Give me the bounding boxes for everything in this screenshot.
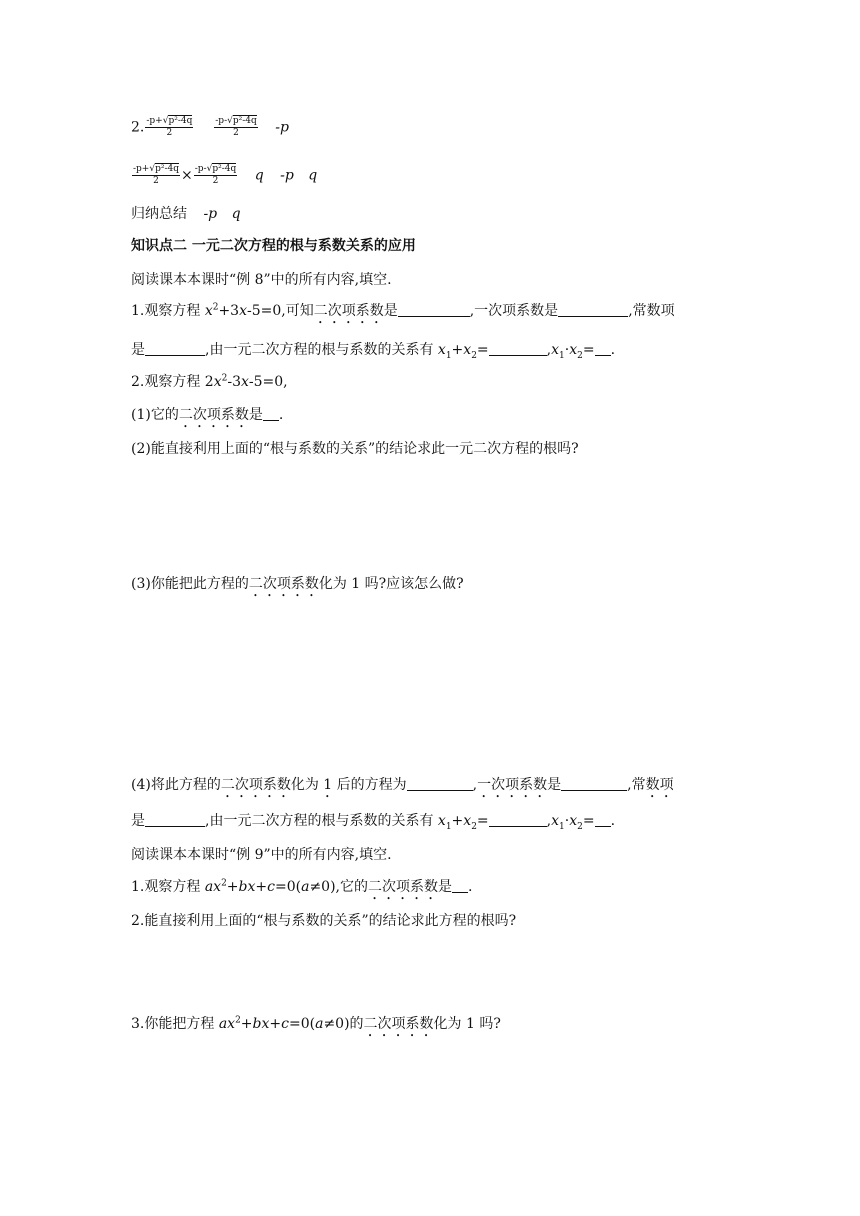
example-9-line-2: 2.能直接利用上面的“根与系数的关系”的结论求此方程的根吗?: [131, 913, 517, 929]
emphasis-term: 二次项系数: [220, 777, 291, 793]
answer-line-2: 2. $\frac{\text{-p+√p²-4q}}{2}$ $\frac{\text{-p-√p²-4q}}{2}$ -p: [131, 116, 289, 138]
blank: [145, 341, 205, 356]
fraction-root-minus-2: $\frac{\text{-p-√p²-4q}}{2}$: [194, 164, 237, 186]
read-example-8: 阅读课本本课时“例 8”中的所有内容,填空.: [131, 272, 392, 288]
question-2-part-4-line-1: (4)将此方程的二次项系数化为 1 后的方程为 ,一次项系数是 ,常数项: [131, 777, 674, 793]
blank: [489, 812, 547, 827]
emphasis-term: 二次项系数: [368, 879, 438, 895]
question-1-line-1: 1.观察方程 $x^2+3x-5=0$,可知二次项系数是 ,一次项系数是 ,常数项: [131, 302, 675, 319]
emphasis-term: 一次项系数: [477, 777, 548, 793]
blank: [452, 878, 468, 893]
blank: [595, 812, 611, 827]
fraction-root-minus: $\frac{\text{-p-√p²-4q}}{2}$: [215, 116, 257, 138]
blank: [489, 341, 547, 356]
answer-value: -p: [275, 119, 289, 136]
question-2-part-4-line-2: 是 ,由一元二次方程的根与系数的关系有 $x_1+x_2= ,x_1\cdot x_2=$ .: [131, 813, 616, 832]
fraction-root-plus-2: $\frac{\text{-p+√p²-4q}}{2}$: [133, 164, 179, 186]
question-2-part-3: (3)你能把此方程的二次项系数化为 1 吗?应该怎么做?: [131, 576, 464, 592]
emphasis-term: 二次项系数: [178, 407, 249, 423]
summary-line: 归纳总结 -p q: [131, 206, 241, 222]
question-2-part-1: (1)它的二次项系数是 .: [131, 407, 284, 423]
emphasis-term: 二次项系数: [248, 576, 319, 592]
question-2-title: 2.观察方程 $2x^2-3x-5=0$,: [131, 373, 288, 390]
example-9-line-1: 1.观察方程 $ax^2+bx+c=0(a\ne 0)$,它的二次项系数是 .: [131, 878, 473, 895]
question-2-part-2: (2)能直接利用上面的“根与系数的关系”的结论求此一元二次方程的根吗?: [131, 441, 579, 457]
blank: [558, 302, 628, 317]
blank: [407, 776, 473, 791]
section-title: 知识点二 一元二次方程的根与系数关系的应用: [131, 238, 416, 254]
read-example-9: 阅读课本本课时“例 9”中的所有内容,填空.: [131, 847, 392, 863]
question-1-line-2: 是 ,由一元二次方程的根与系数的关系有 $x_1+x_2= ,x_1\cdot x_2=$ .: [131, 342, 616, 361]
blank: [595, 341, 611, 356]
blank: [263, 406, 279, 421]
answer-line-product: $\frac{\text{-p+√p²-4q}}{2}$ × $\frac{\text{-p-√p²-4q}}{2}$ q -p q: [133, 164, 318, 186]
blank: [398, 302, 470, 317]
emphasis-term: 二次项系数: [313, 303, 384, 319]
emphasis-term: 二次项系数: [363, 1016, 434, 1032]
blank: [561, 776, 627, 791]
blank: [145, 812, 205, 827]
example-9-line-3: 3.你能把方程 $ax^2+bx+c=0(a\ne 0)$的二次项系数化为 1 吗?: [131, 1015, 501, 1032]
fraction-root-plus: $\frac{\text{-p+√p²-4q}}{2}$: [146, 116, 193, 138]
